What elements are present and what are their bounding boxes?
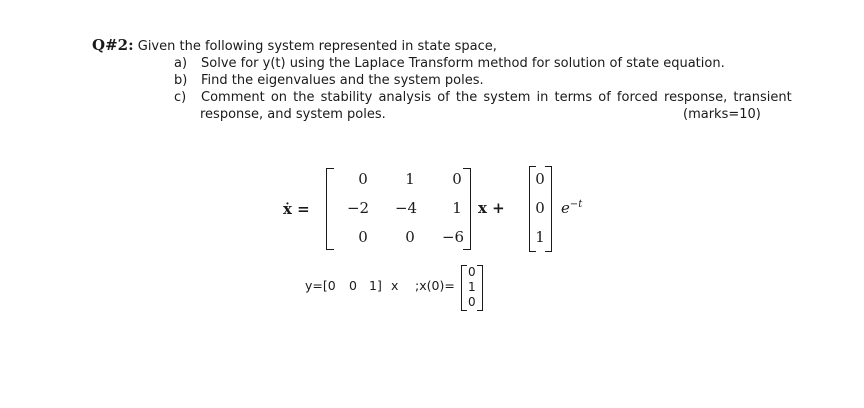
item-c-continuation: response, and system poles. [200,107,386,122]
item-label: a) [174,56,188,71]
marks: (marks=10) [683,107,761,122]
x0-cell: 0 [468,295,476,309]
x0-right-bracket [477,265,483,311]
item-label: b) [174,73,188,88]
output-prefix: y=[0 [305,278,336,293]
matrix-a-cell: 0 [452,170,462,188]
matrix-b-cell: 1 [535,228,545,246]
question-intro: Given the following system represented in state space, [137,39,497,54]
input-base: e [561,199,570,217]
matrix-a-cell: −2 [346,199,370,217]
matrix-a-cell: 1 [452,199,462,217]
matrix-a-left-bracket [326,168,334,250]
item-text: Solve for y(t) using the Laplace Transform method for solution of state equation. [201,56,725,71]
x-plus: x + [478,199,505,217]
x0-left-bracket [461,265,467,311]
matrix-a-cell: 0 [358,170,368,188]
item-text: Comment on the stability analysis of the system in terms of forced response, transient [201,90,792,105]
input-exponential [561,199,582,217]
xdot-lhs: ẋ = [283,200,310,218]
matrix-b-cell: 0 [535,170,545,188]
x0-cell: 0 [468,265,476,279]
item-text: Find the eigenvalues and the system poles. [201,73,484,88]
matrix-a-cell: −6 [441,228,465,246]
output-x: x [391,278,399,293]
output-c-entry: 1] [369,278,382,293]
question-number: Q#2: [92,36,134,54]
item-label: c) [174,90,187,105]
x0-cell: 1 [468,280,476,294]
question-header [92,36,497,54]
matrix-a-cell: 1 [405,170,415,188]
matrix-a-cell: −4 [394,199,418,217]
input-exponent: −t [569,199,583,210]
x0-label: ;x(0)= [415,278,455,293]
matrix-a-cell: 0 [405,228,415,246]
matrix-b-cell: 0 [535,199,545,217]
matrix-a-cell: 0 [358,228,368,246]
output-c-entry: 0 [349,278,357,293]
